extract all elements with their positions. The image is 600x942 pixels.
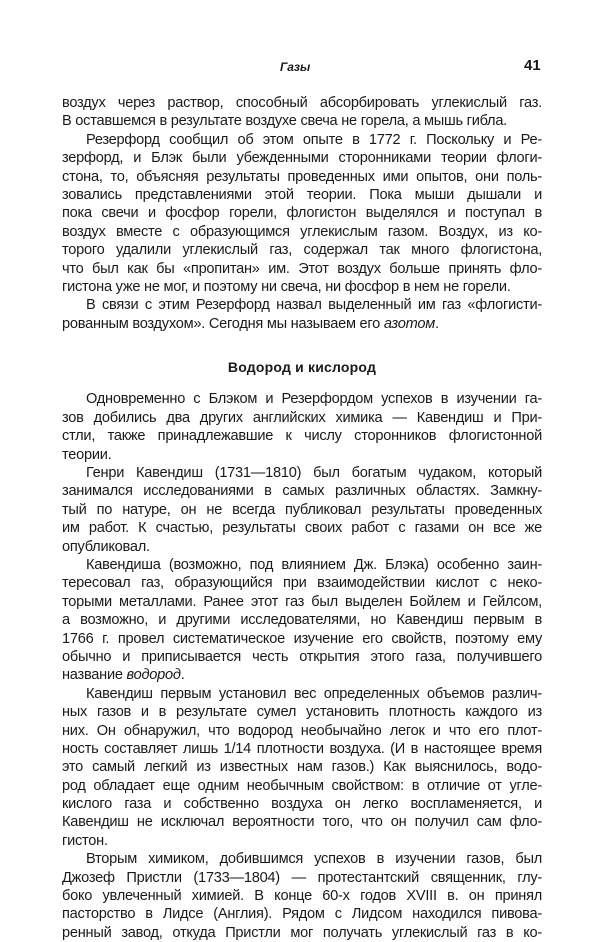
text-line: название водород. [62,667,185,684]
paragraph [62,464,542,556]
section-heading: Водород и кислород [227,359,377,376]
text-line: воздух вместе с образующимся углекислым газом. Воздух, из ко- [62,223,542,240]
text-line: воздух через раствор, способный абсорбировать углекислый газ. [62,95,542,111]
text-line: что был как бы «пропитан» им. Этот воздух больше принять фло- [62,260,542,277]
text-line: Кавендиш первым установил вес определенных объемов различ- [86,685,542,702]
text-line: тересовал газ, образующийся при взаимодействии кислот с неко- [62,575,542,592]
text-line: кислого газа и собственно воздуха он легко воспламеняется, и [62,796,542,813]
text-line: а возможно, и другими исследователями, но Кавендиш первым в [62,612,542,629]
paragraph [62,94,542,131]
text-line: рованным воздухом». Сегодня мы называем его азотом. [62,315,439,332]
emphasized-term: водород [126,667,181,684]
text-line: гистона уже не мог, и поэтому ни свеча, ни фосфор в нем не горели. [62,278,511,295]
text-line: них. Он обнаружил, что водород необычайно легок и что его плот- [62,722,542,739]
paragraph [62,296,542,333]
text-line: ренный завод, откуда Пристли мог получать углекислый газ в ко- [62,924,542,941]
paragraph [62,850,542,942]
paragraph [62,685,542,851]
text-line: Одновременно с Блэком и Резерфордом успехов в изучении га- [86,391,542,408]
text-line: им работ. К счастью, результаты своих работ с газами он все же [62,520,542,537]
paragraph [62,131,542,297]
text-line: опубликовал. [62,538,150,555]
text-line: тый по натуре, он не всегда публиковал результаты проведенных [62,501,542,518]
text-line: ных газов и в результате сумел установить плотность каждого из [62,704,542,721]
emphasized-term: азотом [383,315,435,332]
text-line: Резерфорд сообщил об этом опыте в 1772 г. Поскольку и Ре- [86,131,542,148]
text-line: теории. [62,446,112,463]
text-line: боко увлеченный химией. В конце 60-х годов XVIII в. он принял [62,888,542,905]
text-line: это самый легкий из известных нам газов.) Как выяснилось, водо- [62,759,542,776]
text-line: зерфорд, и Блэк были убежденными сторонниками теории флоги- [62,150,542,167]
text-line: Кавендиш не исключал вероятности того, что он получил сам фло- [62,814,542,831]
text-line: торого удалили углекислый газ, содержал так много флогистона, [62,242,542,259]
text-line: Джозеф Пристли (1733—1804) — протестантский священник, глу- [62,869,542,886]
text-line: Кавендиша (возможно, под влиянием Дж. Блэка) особенно заин- [86,556,542,573]
text-line: зовались представлениями этой теории. Пока мыши дышали и [62,186,542,203]
text-line: зов добились два других английских химика — Кавендиш и При- [62,409,542,426]
text-line: торыми металлами. Ранее этот газ был выделен Бойлем и Гейлсом, [62,593,542,610]
text-line: стона, то, объясняя результаты проведенных ими опытов, они поль- [62,168,542,185]
text-line: гистон. [62,832,108,849]
text-line: стли, также принадлежавшие к числу сторонников флогистонной [62,428,542,445]
paragraph [62,556,542,685]
body-text [62,94,542,942]
text-line: Генри Кавендиш (1731—1810) был богатым чудаком, который [86,465,542,482]
text-line: пока свечи и фосфор горели, флогистон выделялся и поступал в [62,205,542,222]
text-line: В оставшемся в результате воздухе свеча не горела, а мышь гибла. [62,113,507,130]
page-number: 41 [524,57,541,74]
text-line: занимался исследованиями в самых различных областях. Замкну- [62,483,542,500]
text-line: 1766 г. провел систематическое изучение его свойств, поэтому ему [62,630,542,647]
text-line: В связи с этим Резерфорд назвал выделенный им газ «флогисти- [86,297,542,314]
text-line: Вторым химиком, добившимся успехов в изучении газов, был [86,851,542,868]
text-line: род обладает еще одним необычным свойством: в отличие от угле- [62,777,542,794]
paragraph [62,390,542,464]
text-line: пасторство в Лидсе (Англия). Рядом с Лидсом находился пивова- [62,906,542,923]
text-line: обычно и приписывается честь открытия этого газа, получившего [62,648,542,665]
text-line: ность составляет лишь 1/14 плотности воздуха. (И в настоящее время [62,740,542,757]
running-head-title: Газы [280,60,311,74]
